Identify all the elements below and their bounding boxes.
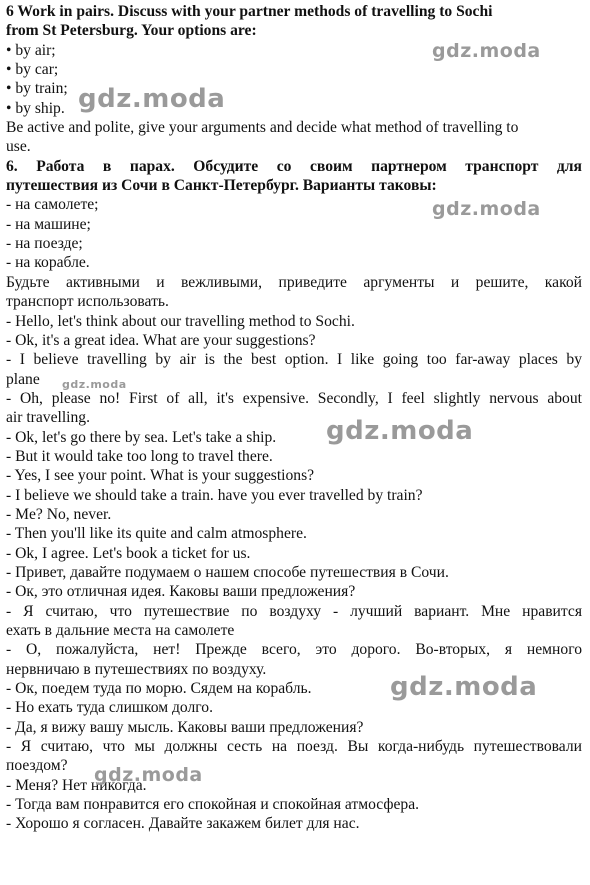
dialogue-line: air travelling. xyxy=(6,409,90,427)
dialogue-line: - Hello, let's think about our travelling method to Sochi. xyxy=(6,312,355,330)
watermark: gdz.moda xyxy=(326,416,474,446)
task-en-title: 6 Work in pairs. Discuss with your partner methods of travelling to Sochi xyxy=(6,3,493,20)
dialogue-line: - Меня? Нет никогда. xyxy=(6,776,147,794)
dialogue-line: - Тогда вам понравится его спокойная и спокойная атмосфера. xyxy=(6,796,420,814)
watermark: gdz.moda xyxy=(62,378,127,391)
option-item: - на машине; xyxy=(6,215,91,233)
option-item: - на поезде; xyxy=(6,235,83,253)
dialogue-line: - Me? No, never. xyxy=(6,505,112,523)
dialogue-line: поездом? xyxy=(6,757,68,775)
dialogue-line: - Yes, I see your point. What is your suggestions? xyxy=(6,467,315,485)
dialogue-line: - Хорошо я согласен. Давайте закажем билет для нас. xyxy=(6,815,360,833)
dialogue-line: - Ok, it's a great idea. What are your suggestions? xyxy=(6,331,316,349)
option-item: • by air; xyxy=(6,41,56,59)
task-en-instruction: use. xyxy=(6,138,31,156)
dialogue-line: plane xyxy=(6,370,40,388)
dialogue-line: - Я считаю, что путешествие по воздуху - лучший вариант. Мне нравится xyxy=(6,602,582,620)
task-ru-instruction: транспорт использовать. xyxy=(6,293,169,311)
dialogue-line: - Ok, I agree. Let's book a ticket for us. xyxy=(6,544,251,562)
dialogue-line: - Ок, поедем туда по морю. Сядем на корабль. xyxy=(6,680,312,698)
option-item: • by train; xyxy=(6,80,68,98)
document-page xyxy=(6,2,582,834)
dialogue-line: - Then you'll like its quite and calm atmosphere. xyxy=(6,525,307,543)
task-ru-title: путешествия из Сочи в Санкт-Петербург. Варианты таковы: xyxy=(6,177,437,195)
option-item: • by car; xyxy=(6,61,59,79)
dialogue-line: нервничаю в путешествиях по воздуху. xyxy=(6,660,267,678)
watermark: gdz.moda xyxy=(432,198,541,220)
dialogue-line: ехать в дальние места на самолете xyxy=(6,622,235,639)
option-item: • by ship. xyxy=(6,99,65,117)
dialogue-line: - I believe we should take a train. have you ever travelled by train? xyxy=(6,486,423,504)
watermark: gdz.moda xyxy=(432,40,541,62)
dialogue-line: - Но ехать туда слишком долго. xyxy=(6,699,213,717)
dialogue-line: - Ok, let's go there by sea. Let's take a ship. xyxy=(6,428,277,446)
dialogue-line: - О, пожалуйста, нет! Прежде всего, это дорого. Во-вторых, я немного xyxy=(6,641,582,659)
dialogue-line: - Я считаю, что мы должны сесть на поезд. Вы когда-нибудь путешествовали xyxy=(6,738,582,756)
task-en-title: from St Petersburg. Your options are: xyxy=(6,22,257,40)
task-ru-title: 6. Работа в парах. Обсудите со своим партнером транспорт для xyxy=(6,157,582,175)
watermark: gdz.moda xyxy=(78,84,226,114)
watermark: gdz.moda xyxy=(390,672,538,702)
dialogue-line: - Привет, давайте подумаем о нашем способе путешествия в Сочи. xyxy=(6,563,449,581)
option-item: - на самолете; xyxy=(6,196,99,214)
dialogue-line: - Oh, please no! First of all, it's expensive. Secondly, I feel slightly nervous about xyxy=(6,389,582,407)
watermark: gdz.moda xyxy=(94,764,203,786)
dialogue-line: - Да, я вижу вашу мысль. Каковы ваши предложения? xyxy=(6,718,364,736)
dialogue-line: - But it would take too long to travel there. xyxy=(6,447,273,465)
task-ru-instruction: Будьте активными и вежливыми, приведите аргументы и решите, какой xyxy=(6,273,582,291)
task-en-instruction: Be active and polite, give your arguments and decide what method of travelling to xyxy=(6,119,519,137)
dialogue-line: - I believe travelling by air is the best option. I like going too far-away places by xyxy=(6,351,582,369)
dialogue-line: - Ок, это отличная идея. Каковы ваши предложения? xyxy=(6,583,356,601)
option-item: - на корабле. xyxy=(6,254,90,272)
